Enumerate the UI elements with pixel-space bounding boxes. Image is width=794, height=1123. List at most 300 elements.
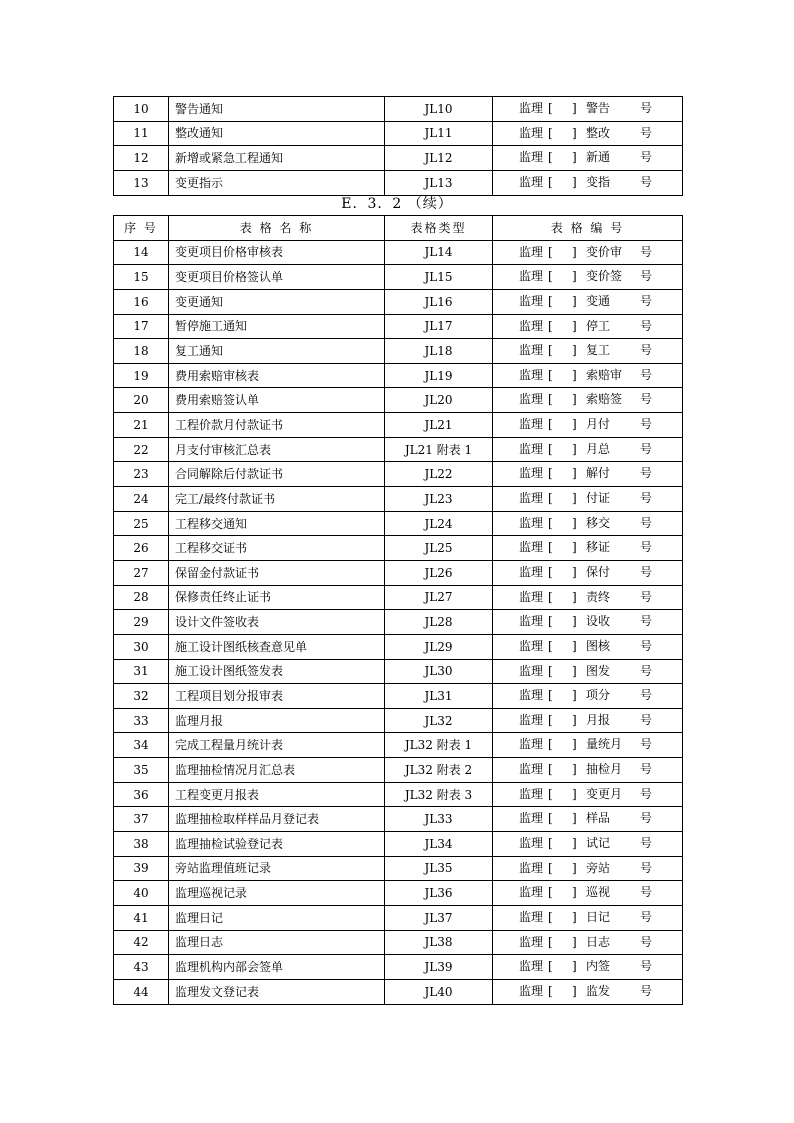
code-bracket-close: ] bbox=[572, 564, 577, 579]
row-number: 16 bbox=[114, 289, 169, 314]
code-abbreviation: 月总 bbox=[586, 441, 611, 456]
form-code bbox=[493, 634, 683, 659]
row-number: 41 bbox=[114, 905, 169, 930]
code-prefix: 监理 bbox=[519, 491, 544, 506]
table-row bbox=[114, 388, 683, 413]
code-abbreviation: 付证 bbox=[586, 491, 611, 506]
code-suffix: 号 bbox=[640, 909, 653, 924]
code-prefix: 监理 bbox=[519, 101, 544, 115]
table-row bbox=[114, 413, 683, 438]
form-code bbox=[493, 560, 683, 585]
row-number: 30 bbox=[114, 634, 169, 659]
code-prefix: 监理 bbox=[519, 909, 544, 924]
form-type: JL14 bbox=[385, 240, 493, 265]
form-type: JL19 bbox=[385, 363, 493, 388]
code-abbreviation: 项分 bbox=[586, 688, 611, 703]
table-row bbox=[114, 733, 683, 758]
code-bracket-close: ] bbox=[572, 614, 577, 629]
code-abbreviation: 整改 bbox=[586, 125, 611, 140]
code-abbreviation: 变价签 bbox=[586, 269, 623, 284]
code-prefix: 监理 bbox=[519, 638, 544, 653]
form-name: 监理机构内部会签单 bbox=[169, 955, 385, 980]
form-code bbox=[493, 659, 683, 684]
table-row bbox=[114, 511, 683, 536]
code-bracket-close: ] bbox=[572, 811, 577, 826]
code-prefix: 监理 bbox=[519, 614, 544, 629]
table-row bbox=[114, 536, 683, 561]
form-name: 新增或紧急工程通知 bbox=[169, 146, 385, 171]
code-bracket-close: ] bbox=[572, 762, 577, 777]
code-suffix: 号 bbox=[640, 174, 653, 189]
code-abbreviation: 索赔签 bbox=[586, 392, 623, 407]
code-abbreviation: 停工 bbox=[586, 318, 611, 333]
code-prefix: 监理 bbox=[519, 174, 544, 189]
code-abbreviation: 解付 bbox=[586, 466, 611, 481]
code-suffix: 号 bbox=[640, 441, 653, 456]
table-row bbox=[114, 905, 683, 930]
form-type: JL17 bbox=[385, 314, 493, 339]
row-number: 11 bbox=[114, 121, 169, 146]
form-type: JL38 bbox=[385, 930, 493, 955]
code-suffix: 号 bbox=[640, 318, 653, 333]
code-prefix: 监理 bbox=[519, 860, 544, 875]
table-row bbox=[114, 807, 683, 832]
form-name: 整改通知 bbox=[169, 121, 385, 146]
table-row bbox=[114, 437, 683, 462]
code-bracket-close: ] bbox=[572, 909, 577, 924]
code-bracket-open: [ bbox=[548, 983, 553, 998]
code-bracket-open: [ bbox=[548, 909, 553, 924]
row-number: 37 bbox=[114, 807, 169, 832]
code-bracket-open: [ bbox=[548, 269, 553, 284]
code-bracket-open: [ bbox=[548, 934, 553, 949]
code-prefix: 监理 bbox=[519, 343, 544, 358]
table-row bbox=[114, 314, 683, 339]
code-abbreviation: 月报 bbox=[586, 712, 611, 727]
code-bracket-open: [ bbox=[548, 959, 553, 974]
code-bracket-open: [ bbox=[548, 491, 553, 506]
code-bracket-close: ] bbox=[572, 515, 577, 530]
form-name: 月支付审核汇总表 bbox=[169, 437, 385, 462]
form-code bbox=[493, 536, 683, 561]
form-name: 保修责任终止证书 bbox=[169, 585, 385, 610]
code-bracket-close: ] bbox=[572, 786, 577, 801]
code-abbreviation: 复工 bbox=[586, 343, 611, 358]
code-suffix: 号 bbox=[640, 343, 653, 358]
row-number: 12 bbox=[114, 146, 169, 171]
code-abbreviation: 巡视 bbox=[586, 885, 611, 900]
table-row bbox=[114, 146, 683, 171]
code-abbreviation: 月付 bbox=[586, 417, 611, 432]
code-abbreviation: 变更月 bbox=[586, 786, 623, 801]
form-code bbox=[493, 121, 683, 146]
table-row bbox=[114, 881, 683, 906]
form-name: 工程变更月报表 bbox=[169, 782, 385, 807]
form-type: JL15 bbox=[385, 265, 493, 290]
code-suffix: 号 bbox=[640, 614, 653, 629]
code-abbreviation: 样品 bbox=[586, 811, 611, 826]
form-code bbox=[493, 807, 683, 832]
code-bracket-open: [ bbox=[548, 540, 553, 555]
code-abbreviation: 移证 bbox=[586, 540, 611, 555]
code-prefix: 监理 bbox=[519, 934, 544, 949]
row-number: 35 bbox=[114, 758, 169, 783]
row-number: 27 bbox=[114, 560, 169, 585]
code-suffix: 号 bbox=[640, 885, 653, 900]
table-row bbox=[114, 610, 683, 635]
table-row bbox=[114, 289, 683, 314]
code-suffix: 号 bbox=[640, 125, 653, 140]
code-bracket-close: ] bbox=[572, 983, 577, 998]
header-name: 表 格 名 称 bbox=[169, 216, 385, 241]
row-number: 33 bbox=[114, 708, 169, 733]
form-code bbox=[493, 856, 683, 881]
code-suffix: 号 bbox=[640, 417, 653, 432]
row-number: 36 bbox=[114, 782, 169, 807]
code-bracket-open: [ bbox=[548, 174, 553, 189]
form-code bbox=[493, 979, 683, 1004]
form-type: JL33 bbox=[385, 807, 493, 832]
form-name: 合同解除后付款证书 bbox=[169, 462, 385, 487]
table-row bbox=[114, 930, 683, 955]
code-suffix: 号 bbox=[640, 762, 653, 777]
code-prefix: 监理 bbox=[519, 564, 544, 579]
form-type: JL30 bbox=[385, 659, 493, 684]
code-bracket-open: [ bbox=[548, 150, 553, 165]
header-type: 表格类型 bbox=[385, 216, 493, 241]
code-bracket-open: [ bbox=[548, 663, 553, 678]
code-bracket-close: ] bbox=[572, 491, 577, 506]
form-code bbox=[493, 733, 683, 758]
code-bracket-close: ] bbox=[572, 540, 577, 555]
code-suffix: 号 bbox=[640, 934, 653, 949]
form-code bbox=[493, 610, 683, 635]
code-abbreviation: 索赔审 bbox=[586, 367, 623, 382]
form-name: 变更指示 bbox=[169, 170, 385, 195]
code-abbreviation: 警告 bbox=[586, 101, 611, 115]
code-bracket-open: [ bbox=[548, 712, 553, 727]
code-bracket-close: ] bbox=[572, 441, 577, 456]
code-bracket-open: [ bbox=[548, 762, 553, 777]
code-prefix: 监理 bbox=[519, 125, 544, 140]
form-table bbox=[113, 215, 683, 1005]
code-prefix: 监理 bbox=[519, 836, 544, 851]
header-no: 序 号 bbox=[114, 216, 169, 241]
form-table-continued-top bbox=[113, 96, 683, 196]
form-type: JL25 bbox=[385, 536, 493, 561]
code-abbreviation: 变指 bbox=[586, 174, 611, 189]
row-number: 39 bbox=[114, 856, 169, 881]
code-bracket-open: [ bbox=[548, 688, 553, 703]
code-bracket-open: [ bbox=[548, 441, 553, 456]
form-code bbox=[493, 413, 683, 438]
row-number: 20 bbox=[114, 388, 169, 413]
form-type: JL13 bbox=[385, 170, 493, 195]
form-type: JL32 bbox=[385, 708, 493, 733]
table-row bbox=[114, 979, 683, 1004]
code-suffix: 号 bbox=[640, 663, 653, 678]
code-bracket-close: ] bbox=[572, 959, 577, 974]
code-abbreviation: 图发 bbox=[586, 663, 611, 678]
code-prefix: 监理 bbox=[519, 959, 544, 974]
form-name: 旁站监理值班记录 bbox=[169, 856, 385, 881]
form-type: JL26 bbox=[385, 560, 493, 585]
code-bracket-open: [ bbox=[548, 293, 553, 308]
code-bracket-open: [ bbox=[548, 367, 553, 382]
code-suffix: 号 bbox=[640, 860, 653, 875]
code-prefix: 监理 bbox=[519, 515, 544, 530]
code-bracket-open: [ bbox=[548, 614, 553, 629]
header-code: 表 格 编 号 bbox=[493, 216, 683, 241]
table-row bbox=[114, 856, 683, 881]
code-prefix: 监理 bbox=[519, 367, 544, 382]
row-number: 38 bbox=[114, 832, 169, 857]
form-code bbox=[493, 170, 683, 195]
form-type: JL27 bbox=[385, 585, 493, 610]
row-number: 29 bbox=[114, 610, 169, 635]
code-suffix: 号 bbox=[640, 983, 653, 998]
code-bracket-close: ] bbox=[572, 589, 577, 604]
code-prefix: 监理 bbox=[519, 540, 544, 555]
form-type: JL10 bbox=[385, 97, 493, 122]
form-type: JL12 bbox=[385, 146, 493, 171]
code-prefix: 监理 bbox=[519, 150, 544, 165]
code-bracket-open: [ bbox=[548, 101, 553, 115]
form-type: JL39 bbox=[385, 955, 493, 980]
form-type: JL21 bbox=[385, 413, 493, 438]
code-prefix: 监理 bbox=[519, 466, 544, 481]
form-name: 暂停施工通知 bbox=[169, 314, 385, 339]
code-abbreviation: 内签 bbox=[586, 959, 611, 974]
row-number: 15 bbox=[114, 265, 169, 290]
code-prefix: 监理 bbox=[519, 589, 544, 604]
form-type: JL36 bbox=[385, 881, 493, 906]
table-row bbox=[114, 585, 683, 610]
form-type: JL37 bbox=[385, 905, 493, 930]
form-code bbox=[493, 585, 683, 610]
code-bracket-open: [ bbox=[548, 515, 553, 530]
form-code bbox=[493, 240, 683, 265]
code-bracket-close: ] bbox=[572, 466, 577, 481]
code-abbreviation: 日志 bbox=[586, 934, 611, 949]
table-row bbox=[114, 684, 683, 709]
code-abbreviation: 抽检月 bbox=[586, 762, 623, 777]
code-bracket-close: ] bbox=[572, 150, 577, 165]
code-bracket-close: ] bbox=[572, 174, 577, 189]
code-bracket-close: ] bbox=[572, 836, 577, 851]
table-row bbox=[114, 240, 683, 265]
code-abbreviation: 移交 bbox=[586, 515, 611, 530]
code-prefix: 监理 bbox=[519, 983, 544, 998]
row-number: 44 bbox=[114, 979, 169, 1004]
form-name: 工程移交通知 bbox=[169, 511, 385, 536]
row-number: 22 bbox=[114, 437, 169, 462]
form-type: JL32 附表 1 bbox=[385, 733, 493, 758]
form-name: 完工/最终付款证书 bbox=[169, 487, 385, 512]
code-suffix: 号 bbox=[640, 367, 653, 382]
form-type: JL20 bbox=[385, 388, 493, 413]
code-suffix: 号 bbox=[640, 293, 653, 308]
code-suffix: 号 bbox=[640, 811, 653, 826]
row-number: 28 bbox=[114, 585, 169, 610]
table-row bbox=[114, 708, 683, 733]
code-abbreviation: 量统月 bbox=[586, 737, 623, 752]
code-bracket-open: [ bbox=[548, 318, 553, 333]
code-bracket-open: [ bbox=[548, 392, 553, 407]
code-prefix: 监理 bbox=[519, 663, 544, 678]
form-type: JL35 bbox=[385, 856, 493, 881]
code-prefix: 监理 bbox=[519, 269, 544, 284]
code-suffix: 号 bbox=[640, 101, 653, 115]
code-suffix: 号 bbox=[640, 244, 653, 259]
form-code bbox=[493, 881, 683, 906]
form-code bbox=[493, 437, 683, 462]
table-row bbox=[114, 560, 683, 585]
row-number: 24 bbox=[114, 487, 169, 512]
code-bracket-open: [ bbox=[548, 811, 553, 826]
row-number: 19 bbox=[114, 363, 169, 388]
code-bracket-close: ] bbox=[572, 737, 577, 752]
form-name: 设计文件签收表 bbox=[169, 610, 385, 635]
form-name: 完成工程量月统计表 bbox=[169, 733, 385, 758]
code-suffix: 号 bbox=[640, 540, 653, 555]
code-prefix: 监理 bbox=[519, 885, 544, 900]
code-suffix: 号 bbox=[640, 466, 653, 481]
code-suffix: 号 bbox=[640, 737, 653, 752]
code-bracket-close: ] bbox=[572, 663, 577, 678]
row-number: 40 bbox=[114, 881, 169, 906]
code-bracket-open: [ bbox=[548, 244, 553, 259]
form-type: JL28 bbox=[385, 610, 493, 635]
form-code bbox=[493, 265, 683, 290]
code-bracket-open: [ bbox=[548, 417, 553, 432]
code-bracket-open: [ bbox=[548, 589, 553, 604]
code-bracket-open: [ bbox=[548, 564, 553, 579]
table-row bbox=[114, 363, 683, 388]
code-suffix: 号 bbox=[640, 491, 653, 506]
table-row bbox=[114, 659, 683, 684]
code-bracket-open: [ bbox=[548, 737, 553, 752]
form-type: JL34 bbox=[385, 832, 493, 857]
row-number: 34 bbox=[114, 733, 169, 758]
row-number: 32 bbox=[114, 684, 169, 709]
form-code bbox=[493, 339, 683, 364]
form-name: 保留金付款证书 bbox=[169, 560, 385, 585]
code-suffix: 号 bbox=[640, 515, 653, 530]
code-suffix: 号 bbox=[640, 269, 653, 284]
code-bracket-close: ] bbox=[572, 367, 577, 382]
code-prefix: 监理 bbox=[519, 441, 544, 456]
row-number: 21 bbox=[114, 413, 169, 438]
table-row bbox=[114, 634, 683, 659]
form-name: 施工设计图纸核查意见单 bbox=[169, 634, 385, 659]
code-bracket-close: ] bbox=[572, 343, 577, 358]
code-bracket-close: ] bbox=[572, 318, 577, 333]
table-row bbox=[114, 121, 683, 146]
form-name: 警告通知 bbox=[169, 97, 385, 122]
code-bracket-open: [ bbox=[548, 343, 553, 358]
form-code bbox=[493, 930, 683, 955]
form-code bbox=[493, 905, 683, 930]
table-row bbox=[114, 487, 683, 512]
code-suffix: 号 bbox=[640, 150, 653, 165]
row-number: 42 bbox=[114, 930, 169, 955]
code-prefix: 监理 bbox=[519, 811, 544, 826]
code-bracket-close: ] bbox=[572, 934, 577, 949]
code-bracket-close: ] bbox=[572, 125, 577, 140]
code-bracket-open: [ bbox=[548, 638, 553, 653]
code-prefix: 监理 bbox=[519, 737, 544, 752]
code-abbreviation: 监发 bbox=[586, 983, 611, 998]
code-bracket-close: ] bbox=[572, 269, 577, 284]
code-bracket-open: [ bbox=[548, 836, 553, 851]
form-name: 监理抽检试验登记表 bbox=[169, 832, 385, 857]
code-suffix: 号 bbox=[640, 786, 653, 801]
form-code bbox=[493, 97, 683, 122]
form-code bbox=[493, 388, 683, 413]
code-prefix: 监理 bbox=[519, 417, 544, 432]
row-number: 25 bbox=[114, 511, 169, 536]
table-row bbox=[114, 955, 683, 980]
form-type: JL22 bbox=[385, 462, 493, 487]
code-suffix: 号 bbox=[640, 638, 653, 653]
code-abbreviation: 责终 bbox=[586, 589, 611, 604]
form-type: JL40 bbox=[385, 979, 493, 1004]
form-name: 监理日记 bbox=[169, 905, 385, 930]
code-bracket-close: ] bbox=[572, 293, 577, 308]
form-name: 监理发文登记表 bbox=[169, 979, 385, 1004]
form-type: JL18 bbox=[385, 339, 493, 364]
code-bracket-close: ] bbox=[572, 101, 577, 115]
form-name: 工程项目划分报审表 bbox=[169, 684, 385, 709]
code-prefix: 监理 bbox=[519, 318, 544, 333]
row-number: 14 bbox=[114, 240, 169, 265]
form-name: 变更项目价格签认单 bbox=[169, 265, 385, 290]
form-name: 施工设计图纸签发表 bbox=[169, 659, 385, 684]
row-number: 17 bbox=[114, 314, 169, 339]
code-bracket-close: ] bbox=[572, 885, 577, 900]
table-row bbox=[114, 97, 683, 122]
form-code bbox=[493, 511, 683, 536]
form-code bbox=[493, 708, 683, 733]
form-type: JL24 bbox=[385, 511, 493, 536]
form-code bbox=[493, 487, 683, 512]
code-suffix: 号 bbox=[640, 589, 653, 604]
code-bracket-close: ] bbox=[572, 860, 577, 875]
form-name: 监理月报 bbox=[169, 708, 385, 733]
code-bracket-open: [ bbox=[548, 786, 553, 801]
code-prefix: 监理 bbox=[519, 244, 544, 259]
form-type: JL32 附表 3 bbox=[385, 782, 493, 807]
code-prefix: 监理 bbox=[519, 293, 544, 308]
code-prefix: 监理 bbox=[519, 712, 544, 727]
code-abbreviation: 新通 bbox=[586, 150, 611, 165]
code-prefix: 监理 bbox=[519, 688, 544, 703]
code-bracket-close: ] bbox=[572, 417, 577, 432]
form-code bbox=[493, 955, 683, 980]
code-bracket-close: ] bbox=[572, 688, 577, 703]
table-row bbox=[114, 170, 683, 195]
form-name: 监理抽检取样样品月登记表 bbox=[169, 807, 385, 832]
code-abbreviation: 图核 bbox=[586, 638, 611, 653]
code-abbreviation: 保付 bbox=[586, 564, 611, 579]
form-code bbox=[493, 782, 683, 807]
form-code bbox=[493, 314, 683, 339]
table-row bbox=[114, 758, 683, 783]
table-row bbox=[114, 265, 683, 290]
form-name: 监理抽检情况月汇总表 bbox=[169, 758, 385, 783]
form-name: 工程移交证书 bbox=[169, 536, 385, 561]
